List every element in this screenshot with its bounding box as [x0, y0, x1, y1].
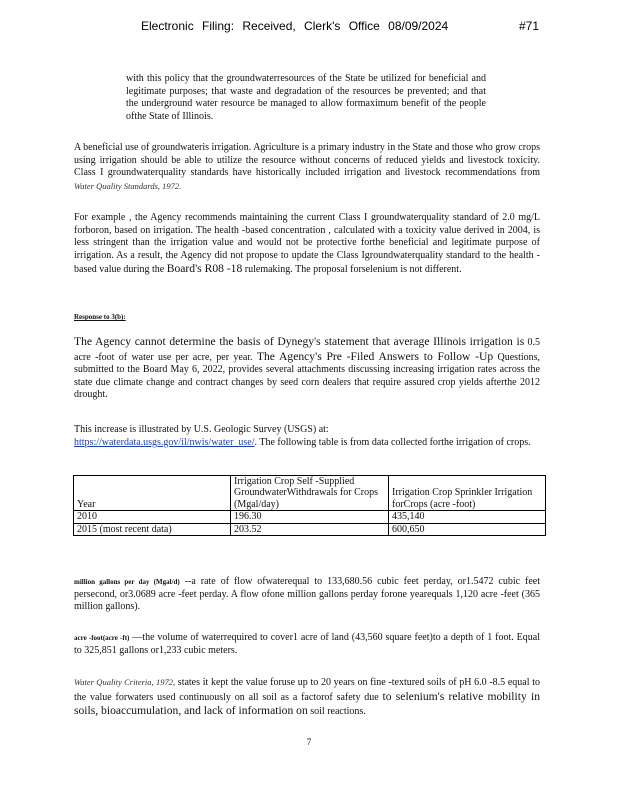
- header-year: Year: [74, 476, 231, 511]
- definition-acre-foot: [74, 632, 540, 657]
- paragraph-response: [74, 335, 540, 402]
- definition-term: acre -foot(acre -ft): [74, 634, 130, 642]
- definition-text: —the volume of waterrequired to cover1 acre of land (43,560 square feet)to a depth of 1 foot. Equal to 325,851 gallons or1,233 cubic meters.: [74, 632, 541, 656]
- header-sprinkler: Irrigation Crop Sprinkler Irrigation forCrops (acre -foot): [389, 476, 546, 511]
- paragraph-usgs: [74, 424, 540, 449]
- definition-mgal: [74, 576, 540, 614]
- statement-line-2: 0.5 acre -foot of water use per acre, per year.: [74, 337, 540, 363]
- response-heading: Response to 3(b):: [74, 313, 126, 321]
- page-number: 7: [306, 737, 312, 747]
- table-row: [74, 523, 546, 535]
- definition-term: million gallons per day (Mgal/d): [74, 578, 180, 586]
- paragraph-irrigation-use: [74, 142, 540, 193]
- board-reference: Board's R08 -18: [166, 262, 243, 276]
- cell-acre-foot: 600,650: [389, 523, 546, 535]
- cell-year: 2010: [74, 511, 231, 523]
- irrigation-table: [73, 475, 546, 536]
- quote-block: with this policy that the groundwaterresources of the State be utilized for beneficial and legitimate purposes; that waste and degradation of the resources be prevented; and that the underground water resource be managed to allow formaximum benefit of the people ofthe State of Illinois.: [126, 73, 486, 122]
- cell-mgal: 203.52: [231, 523, 389, 535]
- paragraph-tail: rulemaking. The proposal forselenium is not different.: [244, 264, 462, 276]
- cell-acre-foot: 435,140: [389, 511, 546, 523]
- table-row: [74, 511, 546, 523]
- paragraph-rest: Questions, submitted to the Board May 6, 2022, provides several attachments discussing increasing irrigation rates across the state due climate change and contract changes by seed corn dealers that require assured crop yields afterthe 2012 drought.: [74, 351, 541, 401]
- prefiled-answers: The Agency's Pre -Filed Answers to Follow -Up: [256, 349, 494, 363]
- paragraph-end: soil reactions.: [310, 706, 366, 718]
- selenium-reason: to selenium's relative mobility in soils, bioaccumulation, and lack of information on: [74, 689, 540, 718]
- document-number: #71: [519, 19, 540, 33]
- definition-text: --a rate of flow ofwaterequal to 133,680.56 cubic feet perday, or1.5472 cubic feet persecond, or3.0689 acre -feet perday. A flow ofone million gallons perday forone yearequals 1,120 acre -feet (365 million gallons).: [74, 576, 541, 613]
- cell-mgal: 196.30: [231, 511, 389, 523]
- usgs-link[interactable]: https://waterdata.usgs.gov/il/nwis/water_use/: [74, 436, 255, 448]
- table-header-row: [74, 476, 546, 511]
- citation: Water Quality Criteria, 1972,: [74, 677, 176, 687]
- paragraph-text: For example , the Agency recommends maintaining the current Class I groundwaterquality standard of 2.0 mg/L forboron, based on irrigation. The health -based concentration , calculated with a toxicity value derived in 2004, is less stringent than the irrigation value and would not be protective forthe beneficial and legitimate purpose of irrigation. As a result, the Agency did not propose to update the Class Igroundwaterquality standard to the health -based value during the: [74, 212, 540, 276]
- citation: Water Quality Standards, 1972.: [74, 180, 182, 191]
- header-withdrawals: Irrigation Crop Self -Supplied GroundwaterWithdrawals for Crops (Mgal/day): [231, 476, 389, 511]
- statement-line: The Agency cannot determine the basis of Dynegy's statement that average Illinois irrigation is: [74, 335, 525, 348]
- cell-year: 2015 (most recent data): [74, 523, 231, 535]
- page-header: [0, 19, 618, 37]
- paragraph-text: states it kept the value foruse up to 20 years on fine -textured soils of pH 6.0 -8.5 equal to the value forwaters used continuously on all soil as a factorof safety due: [74, 677, 541, 703]
- paragraph-text: This increase is illustrated by U.S. Geologic Survey (USGS) at:: [74, 424, 329, 435]
- paragraph-water-quality: [74, 676, 540, 719]
- paragraph-boron-example: [74, 212, 540, 277]
- paragraph-text: A beneficial use of groundwateris irrigation. Agriculture is a primary industry in the State and those who grow crops using irrigation should be able to utilize the resource without concerns of reduced yields and livestock toxicity. Class I groundwaterquality standards have historically included irrigation and livestock recommendations from: [74, 142, 540, 179]
- filing-stamp: Electronic Filing: Received, Clerk's Office 08/09/2024: [141, 19, 449, 33]
- paragraph-tail: . The following table is from data collected forthe irrigation of crops.: [254, 436, 531, 448]
